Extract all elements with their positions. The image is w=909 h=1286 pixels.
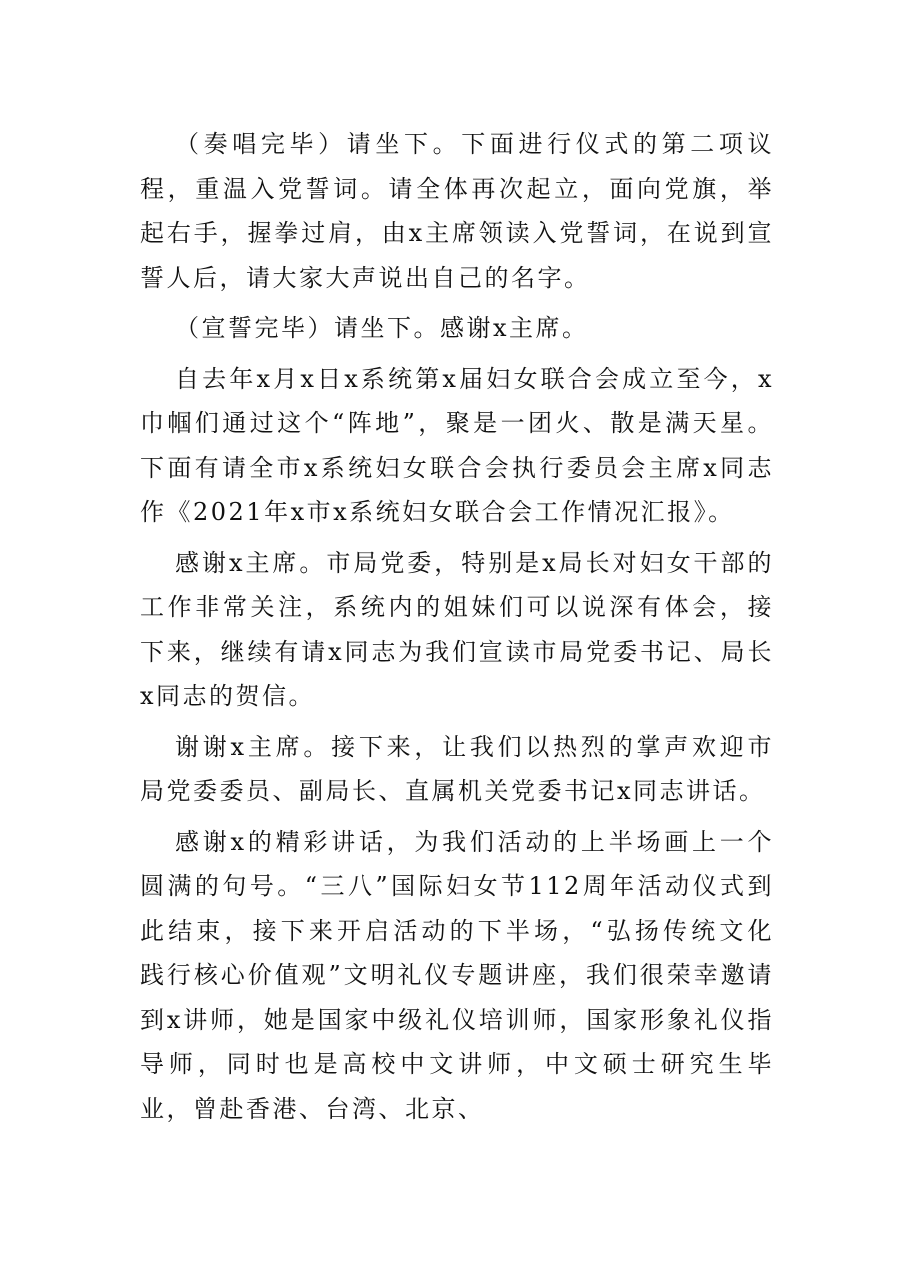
- paragraph-oath-complete: （宣誓完毕）请坐下。感谢x主席。: [175, 314, 589, 342]
- paragraph-lecture-intro: 感谢x的精彩讲话，为我们活动的上半场画上一个圆满的句号。“三八”国际妇女节112周年活动仪式到此结束，接下来开启活动的下半场，“弘扬传统文化 践行核心价值观”文明礼仪专题讲座，我们很荣幸邀请到x讲师，她是国家中级礼仪培训师，国家形象礼仪指导师，同时也是高校中文讲师，中文硕士研究生毕业，曾赴香港、台湾、北京、: [140, 827, 774, 1123]
- document-body: [140, 122, 774, 1131]
- paragraph-deputy-speech: 谢谢x主席。接下来，让我们以热烈的掌声欢迎市局党委委员、副局长、直属机关党委书记x同志讲话。: [140, 732, 774, 805]
- paragraph-congratulatory-letter: 感谢x主席。市局党委，特别是x局长对妇女干部的工作非常关注，系统内的姐妹们可以说深有体会，接下来，继续有请x同志为我们宣读市局党委书记、局长x同志的贺信。: [140, 548, 774, 710]
- paragraph-oath-review: （奏唱完毕）请坐下。下面进行仪式的第二项议程，重温入党誓词。请全体再次起立，面向党旗，举起右手，握拳过肩，由x主席领读入党誓词，在说到宣誓人后，请大家大声说出自己的名字。: [140, 130, 774, 292]
- paragraph-federation-report: 自去年x月x日x系统第x届妇女联合会成立至今，x巾帼们通过这个“阵地”，聚是一团火、散是满天星。下面有请全市x系统妇女联合会执行委员会主席x同志作《2021年x市x系统妇女联合会工作情况汇报》。: [140, 364, 774, 526]
